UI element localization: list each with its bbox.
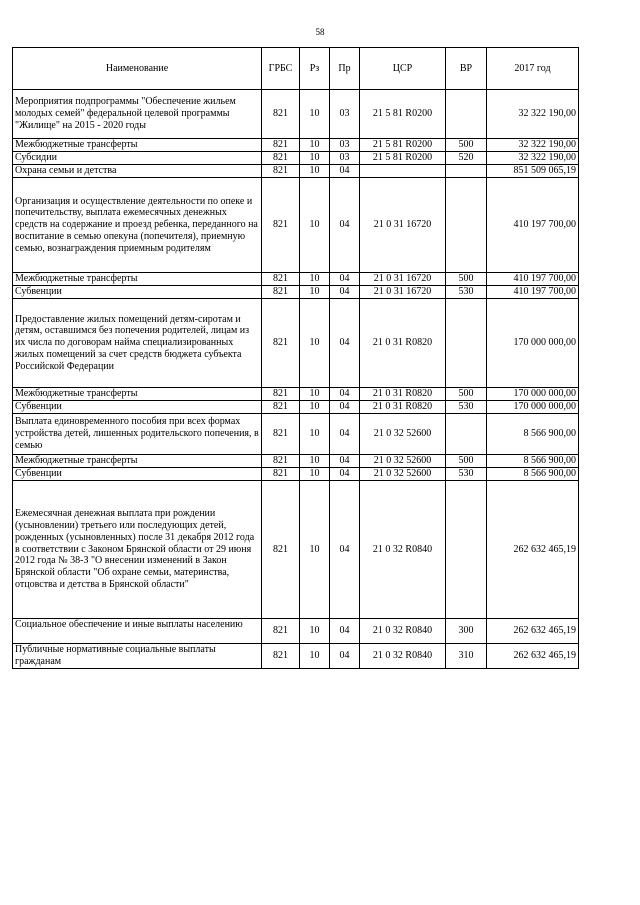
- cell-grbs: 821: [262, 644, 300, 669]
- cell-pr: 04: [330, 388, 360, 401]
- table-row: [13, 619, 579, 644]
- cell-grbs: 821: [262, 273, 300, 286]
- cell-vr: 300: [446, 619, 487, 644]
- cell-rz: 10: [300, 455, 330, 468]
- cell-grbs: 821: [262, 90, 300, 139]
- cell-vr: 530: [446, 468, 487, 481]
- table-row: [13, 165, 579, 178]
- table-row: [13, 90, 579, 139]
- cell-rz: 10: [300, 299, 330, 388]
- header-grbs: ГРБС: [262, 48, 300, 90]
- cell-vr: 500: [446, 139, 487, 152]
- cell-grbs: 821: [262, 139, 300, 152]
- cell-pr: 03: [330, 90, 360, 139]
- table-row: [13, 401, 579, 414]
- cell-pr: 04: [330, 644, 360, 669]
- cell-rz: 10: [300, 165, 330, 178]
- cell-name: Предоставление жилых помещений детям-сиротам и детям, оставшимся без попечения родителей, лицам из их числа по договорам найма специализированных жилых помещений за счет средств бюджета субъекта Российской Федерации: [13, 299, 262, 388]
- cell-amount: 8 566 900,00: [487, 414, 579, 455]
- cell-name: Субвенции: [13, 468, 262, 481]
- cell-name: Мероприятия подпрограммы "Обеспечение жильем молодых семей" федеральной целевой программы "Жилище" на 2015 - 2020 годы: [13, 90, 262, 139]
- cell-vr: [446, 414, 487, 455]
- cell-amount: 851 509 065,19: [487, 165, 579, 178]
- cell-vr: [446, 481, 487, 619]
- cell-rz: 10: [300, 481, 330, 619]
- cell-csr: 21 0 32 R0840: [360, 644, 446, 669]
- cell-pr: 04: [330, 619, 360, 644]
- table-row: [13, 286, 579, 299]
- cell-vr: [446, 299, 487, 388]
- cell-amount: 262 632 465,19: [487, 481, 579, 619]
- cell-rz: 10: [300, 619, 330, 644]
- cell-grbs: 821: [262, 388, 300, 401]
- cell-rz: 10: [300, 414, 330, 455]
- cell-rz: 10: [300, 90, 330, 139]
- cell-pr: 04: [330, 273, 360, 286]
- cell-name: Социальное обеспечение и иные выплаты населению: [13, 619, 262, 644]
- cell-amount: 170 000 000,00: [487, 299, 579, 388]
- cell-csr: 21 5 81 R0200: [360, 152, 446, 165]
- header-vr: ВР: [446, 48, 487, 90]
- table-row: [13, 414, 579, 455]
- cell-csr: 21 0 31 16720: [360, 273, 446, 286]
- header-pr: Пр: [330, 48, 360, 90]
- table-row: [13, 152, 579, 165]
- cell-vr: 530: [446, 401, 487, 414]
- cell-name: Публичные нормативные социальные выплаты гражданам: [13, 644, 262, 669]
- table-row: [13, 455, 579, 468]
- cell-grbs: 821: [262, 414, 300, 455]
- cell-grbs: 821: [262, 286, 300, 299]
- cell-amount: 170 000 000,00: [487, 388, 579, 401]
- cell-csr: 21 0 31 16720: [360, 178, 446, 273]
- cell-rz: 10: [300, 139, 330, 152]
- cell-vr: 520: [446, 152, 487, 165]
- cell-csr: 21 5 81 R0200: [360, 139, 446, 152]
- table-row: [13, 273, 579, 286]
- cell-amount: 170 000 000,00: [487, 401, 579, 414]
- cell-csr: 21 5 81 R0200: [360, 90, 446, 139]
- cell-name: Межбюджетные трансферты: [13, 139, 262, 152]
- cell-pr: 03: [330, 139, 360, 152]
- cell-name: Субвенции: [13, 401, 262, 414]
- cell-amount: 32 322 190,00: [487, 90, 579, 139]
- cell-name: Субвенции: [13, 286, 262, 299]
- cell-rz: 10: [300, 644, 330, 669]
- cell-rz: 10: [300, 388, 330, 401]
- cell-amount: 8 566 900,00: [487, 468, 579, 481]
- table-row: [13, 139, 579, 152]
- cell-amount: 8 566 900,00: [487, 455, 579, 468]
- header-row: [13, 48, 579, 90]
- cell-amount: 410 197 700,00: [487, 286, 579, 299]
- cell-amount: 32 322 190,00: [487, 139, 579, 152]
- cell-grbs: 821: [262, 165, 300, 178]
- header-amount: 2017 год: [487, 48, 579, 90]
- table-row: [13, 644, 579, 669]
- cell-pr: 04: [330, 468, 360, 481]
- cell-csr: 21 0 31 R0820: [360, 388, 446, 401]
- header-name: Наименование: [13, 48, 262, 90]
- table-row: [13, 481, 579, 619]
- cell-vr: [446, 178, 487, 273]
- cell-pr: 03: [330, 152, 360, 165]
- header-csr: ЦСР: [360, 48, 446, 90]
- cell-rz: 10: [300, 286, 330, 299]
- cell-pr: 04: [330, 481, 360, 619]
- cell-csr: [360, 165, 446, 178]
- cell-vr: [446, 165, 487, 178]
- cell-amount: 262 632 465,19: [487, 619, 579, 644]
- page-number: 58: [315, 27, 325, 37]
- cell-vr: [446, 90, 487, 139]
- table-body: [13, 90, 579, 669]
- cell-name: Межбюджетные трансферты: [13, 455, 262, 468]
- cell-vr: 500: [446, 455, 487, 468]
- cell-rz: 10: [300, 152, 330, 165]
- cell-pr: 04: [330, 286, 360, 299]
- cell-pr: 04: [330, 165, 360, 178]
- cell-name: Межбюджетные трансферты: [13, 388, 262, 401]
- cell-rz: 10: [300, 401, 330, 414]
- cell-amount: 262 632 465,19: [487, 644, 579, 669]
- table-row: [13, 388, 579, 401]
- table-row: [13, 299, 579, 388]
- cell-name: Выплата единовременного пособия при всех формах устройства детей, лишенных родительского попечения, в семью: [13, 414, 262, 455]
- table-row: [13, 178, 579, 273]
- cell-grbs: 821: [262, 481, 300, 619]
- cell-csr: 21 0 32 52600: [360, 455, 446, 468]
- cell-csr: 21 0 32 52600: [360, 414, 446, 455]
- cell-pr: 04: [330, 299, 360, 388]
- table-row: [13, 468, 579, 481]
- cell-pr: 04: [330, 414, 360, 455]
- cell-grbs: 821: [262, 468, 300, 481]
- cell-grbs: 821: [262, 178, 300, 273]
- cell-rz: 10: [300, 273, 330, 286]
- cell-rz: 10: [300, 178, 330, 273]
- cell-csr: 21 0 31 16720: [360, 286, 446, 299]
- cell-name: Охрана семьи и детства: [13, 165, 262, 178]
- cell-csr: 21 0 32 R0840: [360, 481, 446, 619]
- cell-vr: 310: [446, 644, 487, 669]
- cell-rz: 10: [300, 468, 330, 481]
- cell-amount: 32 322 190,00: [487, 152, 579, 165]
- cell-csr: 21 0 31 R0820: [360, 401, 446, 414]
- cell-pr: 04: [330, 455, 360, 468]
- cell-pr: 04: [330, 401, 360, 414]
- cell-vr: 530: [446, 286, 487, 299]
- cell-grbs: 821: [262, 299, 300, 388]
- cell-name: Межбюджетные трансферты: [13, 273, 262, 286]
- budget-table: [12, 47, 579, 669]
- cell-grbs: 821: [262, 152, 300, 165]
- cell-grbs: 821: [262, 401, 300, 414]
- cell-amount: 410 197 700,00: [487, 178, 579, 273]
- cell-name: Ежемесячная денежная выплата при рождении (усыновлении) третьего или последующих детей, рожденных (усыновленных) после 31 декабря 2012 года в соответствии с Законом Брянской области от 29 июня 2012 года № 38-З "О внесении изменений в Закон Брянской области "Об охране семьи, материнства, отцовства и детства в Брянской области": [13, 481, 262, 619]
- cell-pr: 04: [330, 178, 360, 273]
- cell-grbs: 821: [262, 455, 300, 468]
- cell-vr: 500: [446, 388, 487, 401]
- cell-csr: 21 0 31 R0820: [360, 299, 446, 388]
- cell-csr: 21 0 32 R0840: [360, 619, 446, 644]
- cell-vr: 500: [446, 273, 487, 286]
- cell-name: Субсидии: [13, 152, 262, 165]
- header-rz: Рз: [300, 48, 330, 90]
- cell-grbs: 821: [262, 619, 300, 644]
- cell-amount: 410 197 700,00: [487, 273, 579, 286]
- cell-name: Организация и осуществление деятельности по опеке и попечительству, выплата ежемесячных денежных средств на содержание и проезд ребенка, переданного на воспитание в семью опекуна (попечителя), приемную семью, вознаграждения приемным родителям: [13, 178, 262, 273]
- cell-csr: 21 0 32 52600: [360, 468, 446, 481]
